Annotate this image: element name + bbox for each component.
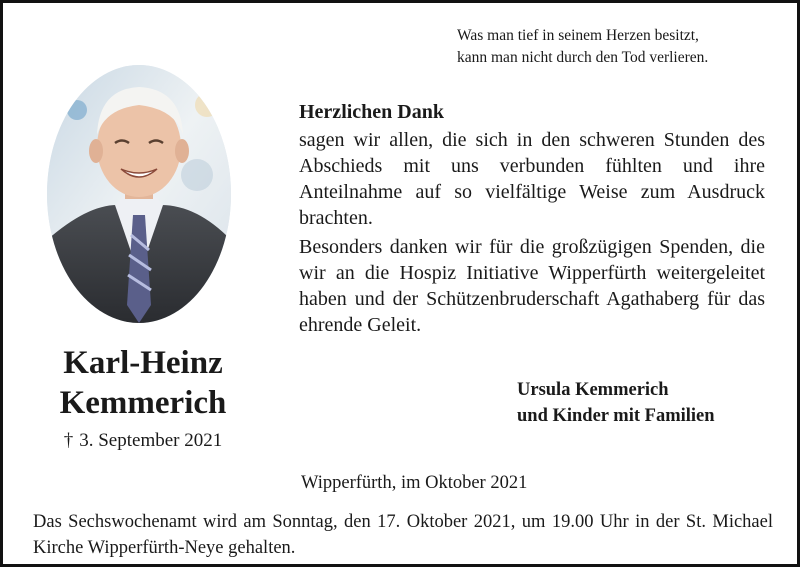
thanks-paragraph-2: Besonders danken wir für die großzügigen Spenden, die wir an die Hospiz Initiative Wipperfürth weitergeleitet haben und der Schützenbruderschaft Agathaberg für das ehrende Geleit. [299, 236, 765, 336]
place-date: Wipperfürth, im Oktober 2021 [301, 473, 528, 493]
thanks-heading: Herzlichen Dank [299, 101, 444, 123]
motto-quote [457, 25, 757, 69]
signature-line-1: Ursula Kemmerich [517, 380, 669, 400]
cross-icon: † [63, 430, 74, 451]
death-date-line [33, 428, 253, 454]
service-note: Das Sechswochenamt wird am Sonntag, den 17. Oktober 2021, um 19.00 Uhr in der St. Michael Kirche Wipperfürth-Neye gehalten. [33, 512, 773, 558]
portrait-image [47, 65, 231, 323]
signature-line-2: und Kinder mit Familien [517, 406, 715, 426]
thanks-body [299, 127, 765, 341]
deceased-name [33, 343, 253, 423]
first-name: Karl-Heinz [63, 345, 223, 381]
motto-line-2: kann man nicht durch den Tod verlieren. [457, 49, 709, 66]
motto-line-1: Was man tief in seinem Herzen besitzt, [457, 27, 699, 44]
portrait-photo [47, 65, 231, 323]
death-date: 3. September 2021 [79, 430, 223, 451]
thanks-paragraph-1: sagen wir allen, die sich in den schweren Stunden des Abschieds mit uns verbunden fühlten und ihre Anteilnahme auf so vielfältige Weise zum Ausdruck brachten. [299, 129, 765, 229]
last-name: Kemmerich [59, 385, 227, 421]
signature [517, 377, 715, 429]
